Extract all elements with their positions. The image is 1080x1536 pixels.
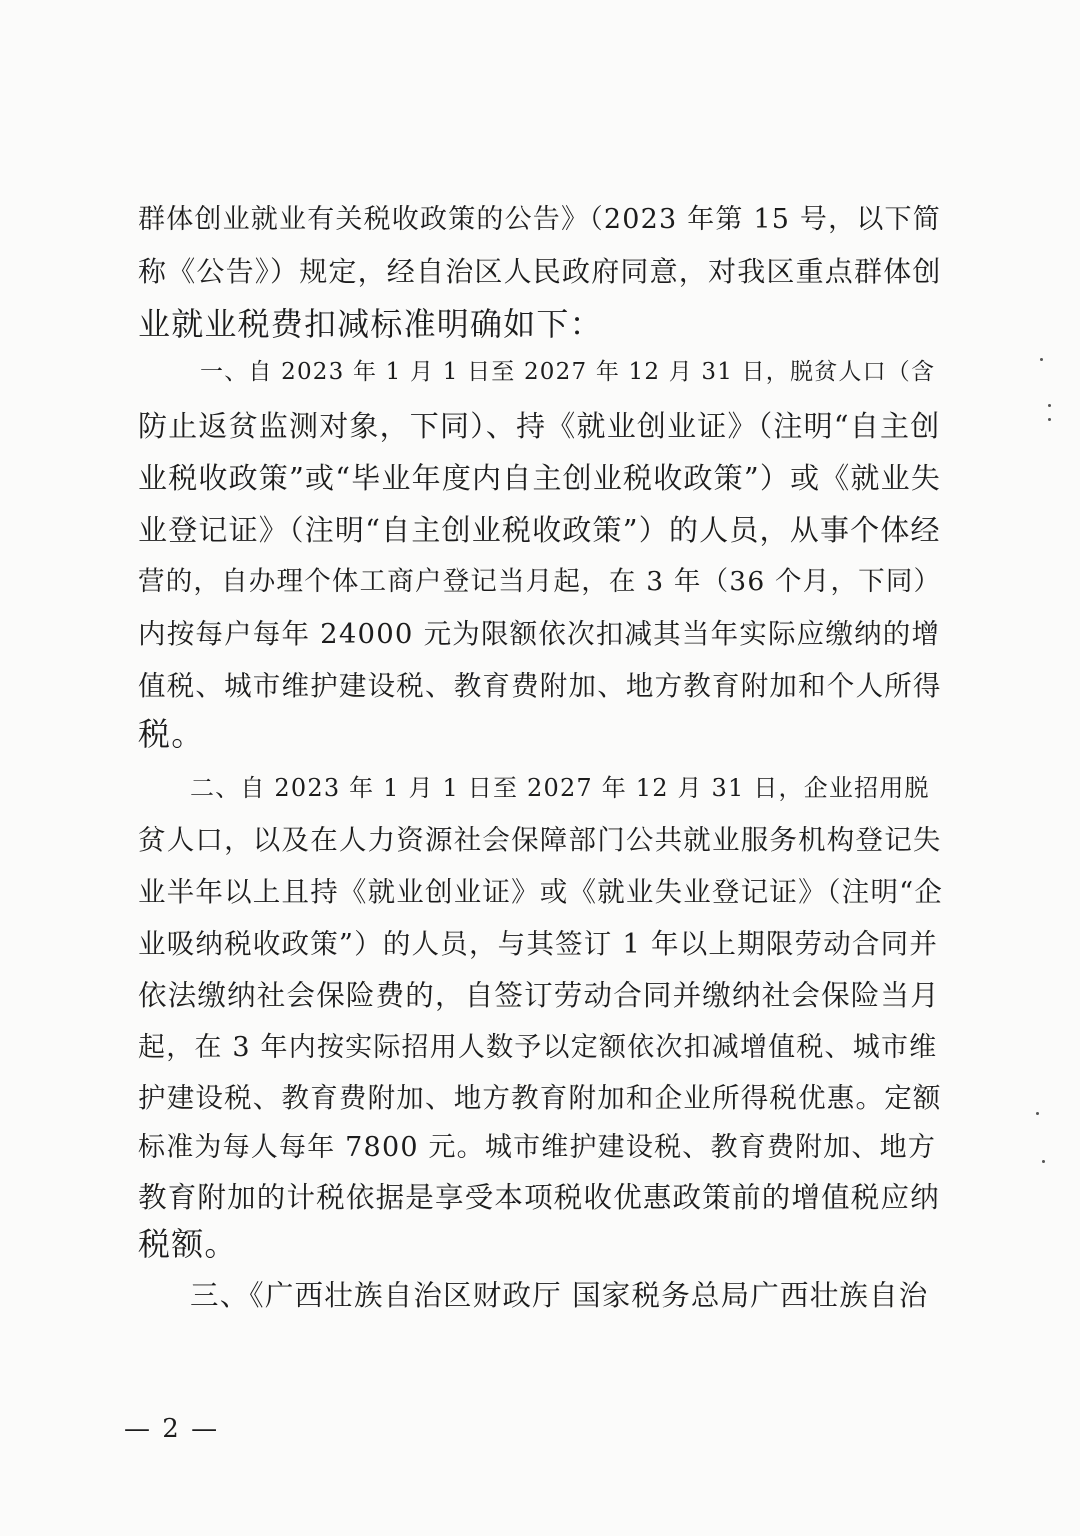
text-line: 护建设税、教育费附加、地方教育附加和企业所得税优惠。定额	[138, 1082, 942, 1114]
text-line: 值税、城市维护建设税、教育费附加、地方教育附加和个人所得	[138, 670, 942, 702]
text-line: 内按每户每年 24000 元为限额依次扣减其当年实际应缴纳的增	[138, 618, 941, 650]
page-number: — 2 —	[124, 1414, 220, 1444]
scan-speck	[1048, 418, 1051, 421]
text-line: 防止返贫监测对象，下同）、持《就业创业证》（注明“自主创	[138, 409, 941, 443]
text-line: 贫人口，以及在人力资源社会保障部门公共就业服务机构登记失	[138, 824, 942, 856]
text-line: 业半年以上且持《就业创业证》或《就业失业登记证》（注明“企	[138, 876, 944, 908]
text-line: 称《公告》）规定，经自治区人民政府同意，对我区重点群体创	[138, 255, 942, 288]
text-line: 业就业税费扣减标准明确如下：	[138, 305, 603, 343]
text-line: 二、自 2023 年 1 月 1 日至 2027 年 12 月 31 日，企业招用脱	[190, 774, 930, 802]
text-line: 起，在 3 年内按实际招用人数予以定额依次扣减增值税、城市维	[138, 1032, 938, 1063]
text-line: 群体创业就业有关税收政策的公告》（2023 年第 15 号，以下简	[138, 204, 941, 235]
scan-speck	[1040, 358, 1043, 361]
scan-speck	[1036, 1112, 1039, 1115]
text-line: 税额。	[138, 1225, 238, 1263]
text-line: 依法缴纳社会保险费的，自签订劳动合同并缴纳社会保险当月	[138, 979, 940, 1012]
text-line: 标准为每人每年 7800 元。城市维护建设税、教育费附加、地方	[138, 1132, 937, 1163]
text-line: 业吸纳税收政策”）的人员，与其签订 1 年以上期限劳动合同并	[138, 928, 939, 960]
text-line: 税。	[138, 715, 205, 753]
text-line: 教育附加的计税依据是享受本项税收优惠政策前的增值税应纳	[138, 1181, 940, 1214]
scan-speck	[1042, 1160, 1045, 1163]
text-line: 业税收政策”或“毕业年度内自主创业税收政策”）或《就业失	[138, 461, 942, 495]
text-line: 业登记证》（注明“自主创业税收政策”）的人员，从事个体经	[138, 513, 941, 547]
text-line: 一、自 2023 年 1 月 1 日至 2027 年 12 月 31 日，脱贫人口（含	[200, 359, 936, 385]
text-line: 三、《广西壮族自治区财政厅 国家税务总局广西壮族自治	[190, 1279, 929, 1312]
text-line: 营的，自办理个体工商户登记当月起，在 3 年（36 个月，下同）	[138, 566, 942, 597]
scan-speck	[1048, 404, 1051, 407]
